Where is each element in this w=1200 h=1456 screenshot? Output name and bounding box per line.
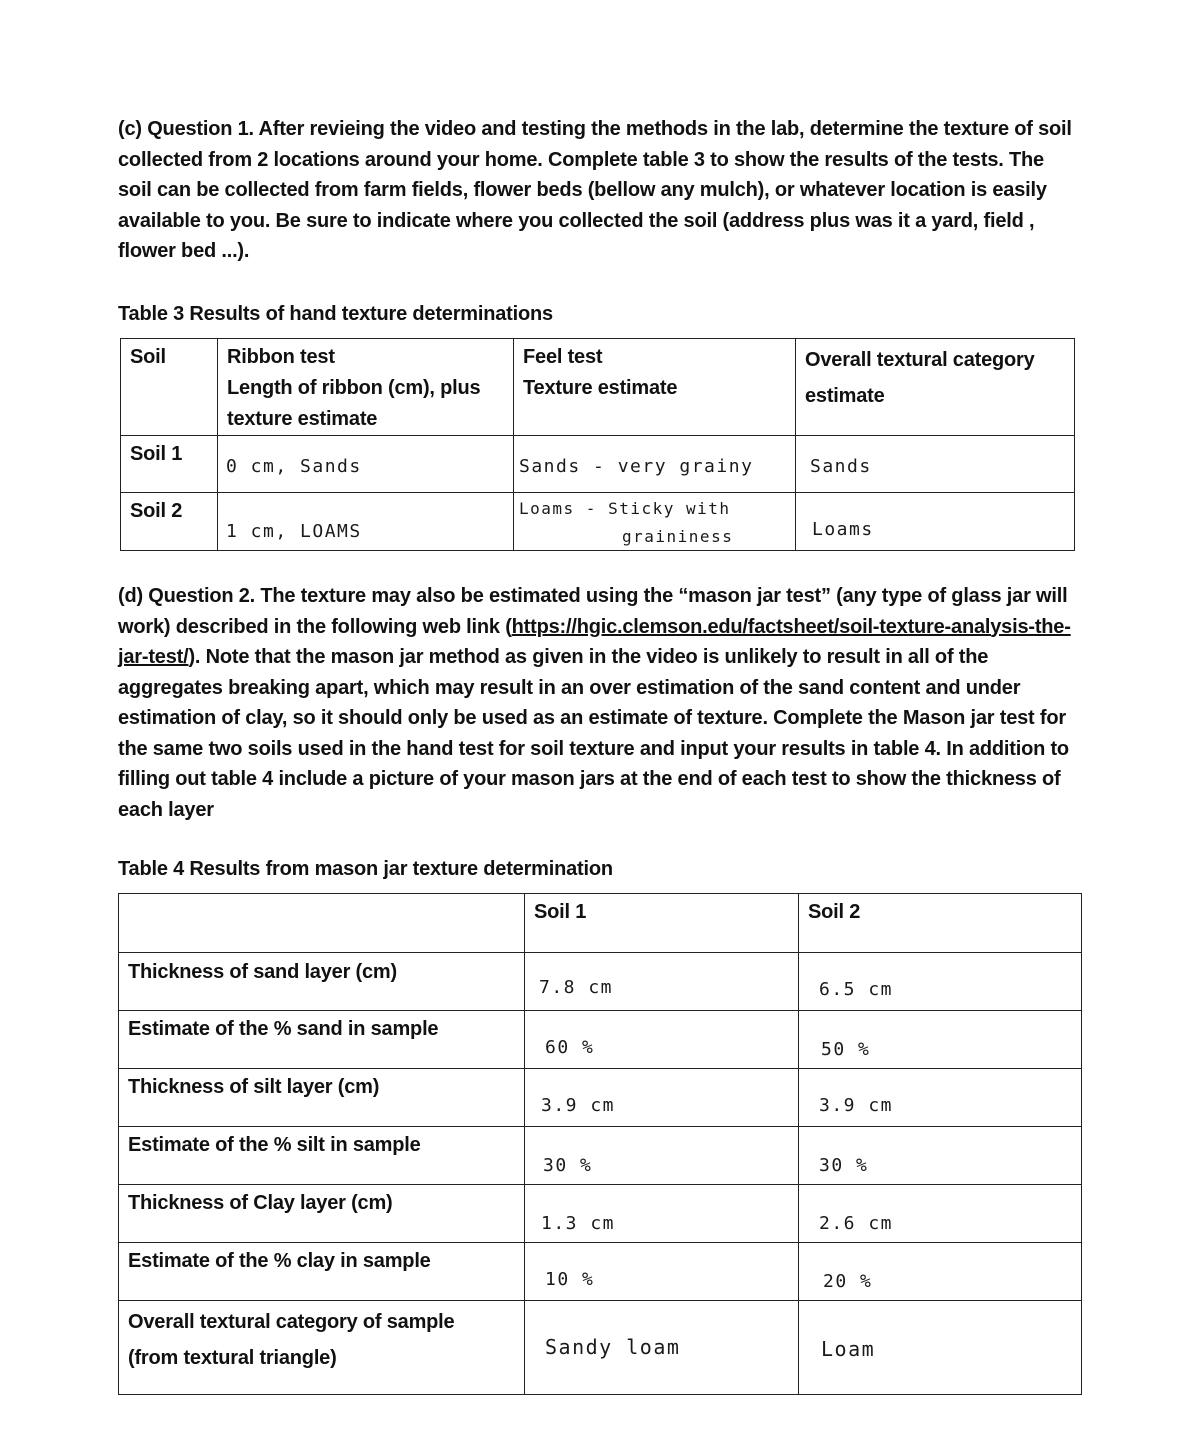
soil-1-value: Sandy loam bbox=[545, 1335, 681, 1359]
soil-2-value: 20 % bbox=[823, 1271, 873, 1292]
header-ribbon-test bbox=[218, 339, 513, 435]
soil-1-value: 3.9 cm bbox=[541, 1095, 616, 1116]
row-label: Soil 2 bbox=[130, 500, 183, 522]
table-row bbox=[121, 436, 1075, 493]
header-feel-sub: Texture estimate bbox=[523, 377, 678, 399]
table-4 bbox=[118, 893, 1082, 1395]
feel-value-line-2: graininess bbox=[622, 527, 734, 546]
header-overall: Overall textural category estimate bbox=[805, 349, 1035, 407]
soil-2-value: 3.9 cm bbox=[819, 1095, 894, 1116]
soil-1-value: 1.3 cm bbox=[541, 1213, 616, 1234]
table-row bbox=[119, 1243, 1082, 1301]
table-row bbox=[119, 953, 1082, 1011]
table-4-header-row bbox=[119, 894, 1082, 953]
soil-1-value: 10 % bbox=[545, 1269, 595, 1290]
question-1-text: (c) Question 1. After revieing the video and testing the methods in the lab, determine the texture of soil collected from 2 locations around your home. Complete table 3 to show the results of the tests. The soil can be collected from farm fields, flower beds (bellow any mulch), or whatever location is easily available to you. Be sure to indicate where you collected the soil (address plus was it a yard, field , flower bed ...). bbox=[118, 118, 1072, 262]
soil-2-value: 6.5 cm bbox=[819, 979, 894, 1000]
table-3-header-row bbox=[121, 339, 1075, 436]
feel-value-line-1: Loams - Sticky with bbox=[519, 499, 731, 518]
header-feel-test bbox=[514, 339, 795, 404]
table-row bbox=[119, 1127, 1082, 1185]
row-label: Estimate of the % clay in sample bbox=[128, 1250, 431, 1272]
row-label: Thickness of Clay layer (cm) bbox=[128, 1192, 393, 1214]
header-feel-title: Feel test bbox=[523, 346, 603, 368]
ribbon-value: 0 cm, Sands bbox=[226, 456, 362, 477]
table-3-caption: Table 3 Results of hand texture determinations bbox=[118, 303, 553, 325]
feel-value: Sands - very grainy bbox=[519, 456, 754, 477]
table-4-caption: Table 4 Results from mason jar texture determination bbox=[118, 858, 613, 880]
header-soil-1: Soil 1 bbox=[534, 901, 587, 923]
header-ribbon-sub: Length of ribbon (cm), plus texture estimate bbox=[227, 377, 481, 430]
soil-2-value: Loam bbox=[821, 1337, 876, 1361]
table-row bbox=[119, 1301, 1082, 1395]
question-2-text bbox=[118, 581, 1078, 825]
soil-1-value: 7.8 cm bbox=[539, 977, 614, 998]
table-3 bbox=[120, 338, 1075, 551]
overall-value: Sands bbox=[810, 456, 872, 477]
row-label: Thickness of silt layer (cm) bbox=[128, 1076, 380, 1098]
soil-1-value: 60 % bbox=[545, 1037, 595, 1058]
soil-2-value: 30 % bbox=[819, 1155, 869, 1176]
soil-2-value: 2.6 cm bbox=[819, 1213, 894, 1234]
row-label-line-1: Overall textural category of sample bbox=[128, 1311, 455, 1333]
ribbon-value: 1 cm, LOAMS bbox=[226, 521, 362, 542]
overall-value: Loams bbox=[812, 519, 874, 540]
header-ribbon-title: Ribbon test bbox=[227, 346, 335, 368]
table-row bbox=[119, 1185, 1082, 1243]
question-2-intro: (d) Question 2. The texture may also be estimated using the “mason jar test” (any type of glass jar will work) described in the following web link ( bbox=[118, 585, 1068, 638]
header-soil: Soil bbox=[130, 346, 166, 368]
row-label bbox=[119, 1301, 524, 1376]
soil-1-value: 30 % bbox=[543, 1155, 593, 1176]
question-2-body: ). Note that the mason jar method as given in the video is unlikely to result in all of the aggregates breaking apart, which may result in an over estimation of the sand content and under estimation of clay, so it should only be used as an estimate of texture. Complete the Mason jar test for the same two soils used in the hand test for soil texture and input your results in table 4. In addition to filling out table 4 include a picture of your mason jars at the end of each test to show the thickness of each layer bbox=[118, 646, 1069, 821]
row-label: Soil 1 bbox=[130, 443, 183, 465]
row-label-line-2: (from textural triangle) bbox=[128, 1347, 337, 1369]
row-label: Estimate of the % sand in sample bbox=[128, 1018, 439, 1040]
soil-2-value: 50 % bbox=[821, 1039, 871, 1060]
table-row bbox=[119, 1011, 1082, 1069]
row-label: Thickness of sand layer (cm) bbox=[128, 961, 397, 983]
jar-test-link[interactable]: https://hgic.clemson.edu/factsheet/soil-texture-analysis-the-jar-test/ bbox=[118, 615, 1071, 668]
row-label: Estimate of the % silt in sample bbox=[128, 1134, 421, 1156]
header-soil-2: Soil 2 bbox=[808, 901, 861, 923]
table-row bbox=[119, 1069, 1082, 1127]
table-row bbox=[121, 493, 1075, 551]
